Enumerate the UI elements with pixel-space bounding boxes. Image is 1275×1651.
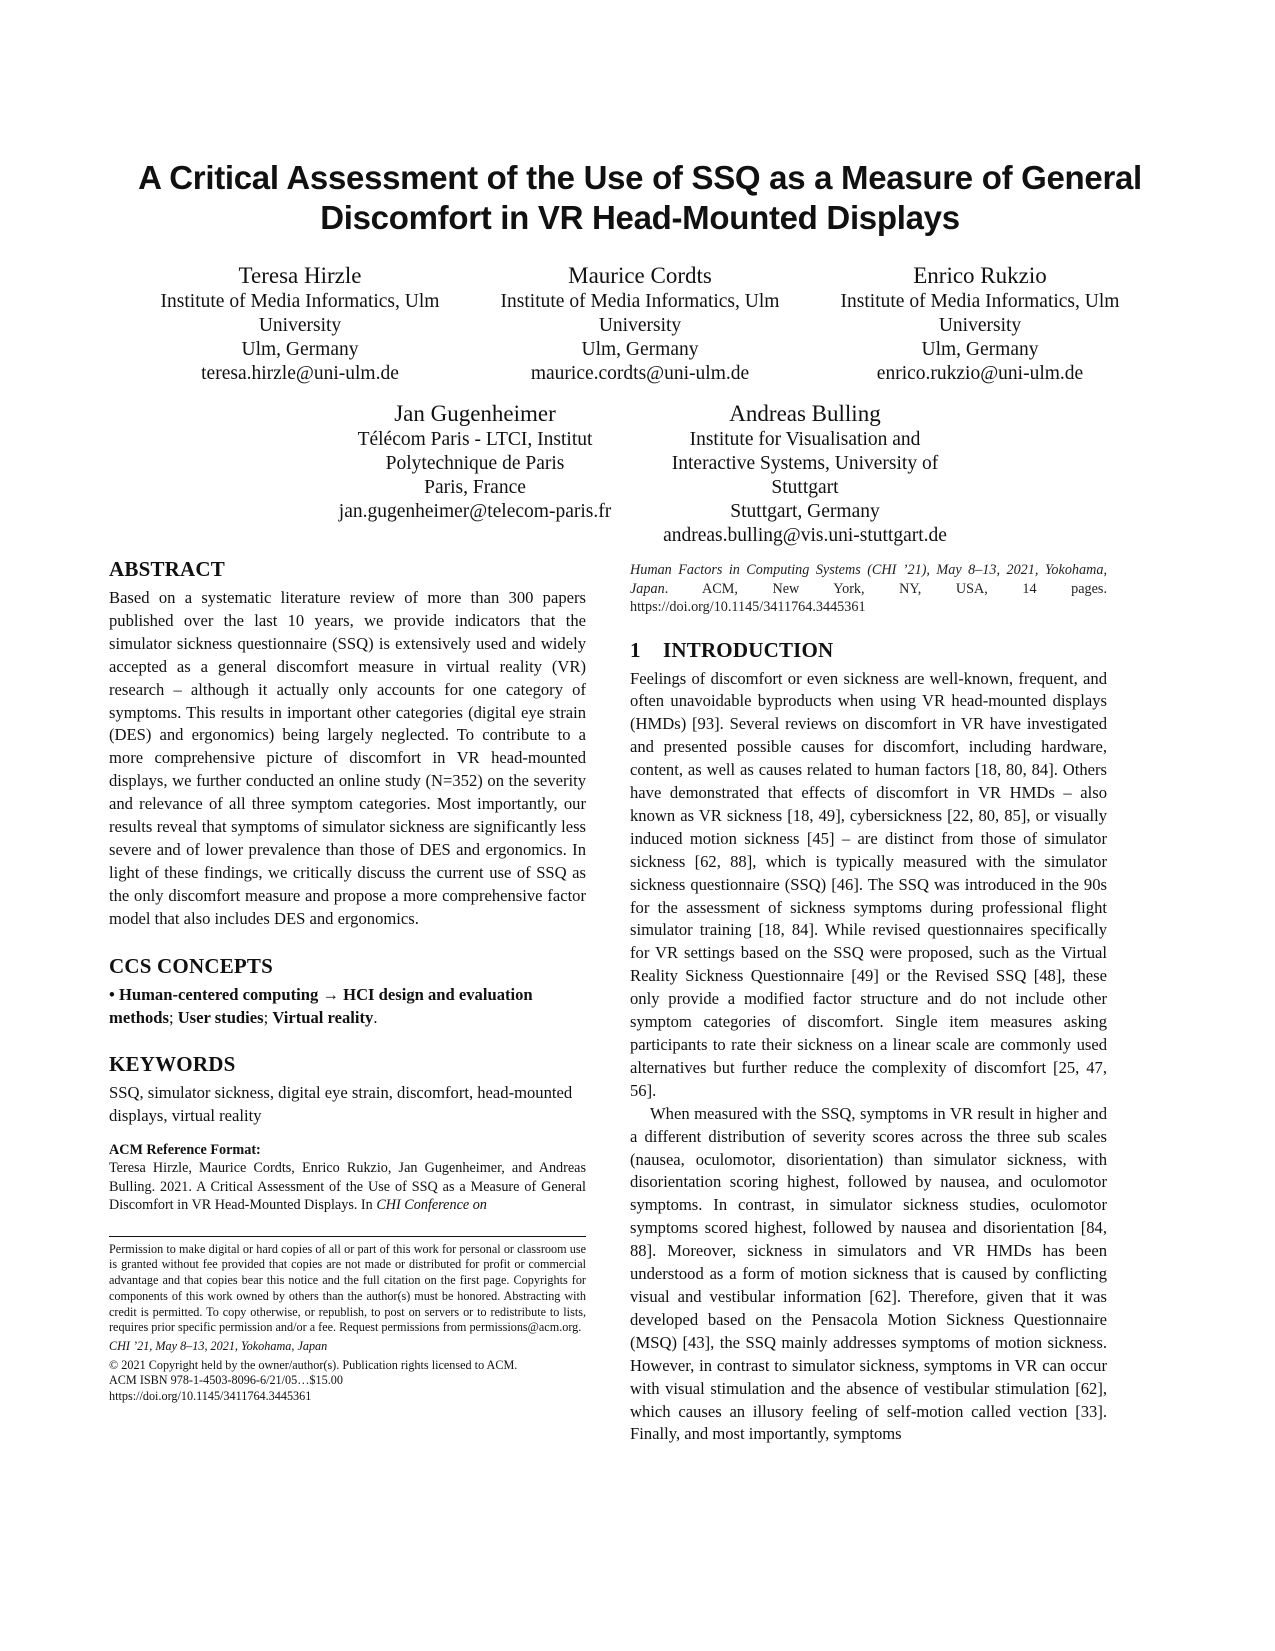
author-location: Ulm, Germany: [921, 339, 1039, 360]
isbn: ACM ISBN 978-1-4503-8096-6/21/05…$15.00: [109, 1373, 343, 1388]
reference-body: Teresa Hirzle, Maurice Cordts, Enrico Rukzio, Jan Gugenheimer, and Andreas Bulling. 2021. A Critical Assessment of the Use of SSQ as a Measure of General Discomfort in VR Head-Mounted Displays. In: [109, 1160, 586, 1214]
author-name: Enrico Rukzio: [913, 263, 1047, 288]
author-block-row-1: [100, 262, 1180, 386]
author-block-row-2: [100, 400, 1180, 548]
reference-venue-continued: Human Factors in Computing Systems (CHI ’21), May 8–13, 2021, Yokohama, Japan: [630, 562, 1107, 597]
author-affiliation: Stuttgart: [771, 477, 839, 498]
abstract-heading: ABSTRACT: [109, 557, 225, 581]
ccs-term: User studies: [177, 1007, 264, 1027]
period: .: [373, 1007, 378, 1027]
author-affiliation: Institute for Visualisation and: [689, 429, 921, 450]
author-jan-gugenheimer: [310, 400, 640, 548]
doi-link[interactable]: https://doi.org/10.1145/3411764.3445361: [109, 1389, 312, 1404]
author-name: Teresa Hirzle: [238, 263, 362, 288]
left-column: [109, 556, 586, 1405]
author-affiliation: Institute of Media Informatics, Ulm: [160, 291, 440, 312]
author-email[interactable]: andreas.bulling@vis.uni-stuttgart.de: [663, 525, 947, 546]
acm-reference-text: [109, 1159, 586, 1215]
paper-title: A Critical Assessment of the Use of SSQ as a Measure of General Discomfort in VR Head-Mounted Displays: [138, 159, 1142, 236]
ccs-term: HCI design and evaluation methods: [109, 984, 533, 1027]
keywords-text: SSQ, simulator sickness, digital eye strain, discomfort, head-mounted displays, virtual reality: [109, 1083, 573, 1126]
acm-reference-heading: ACM Reference Format:: [109, 1142, 261, 1159]
abstract-text: Based on a systematic literature review of more than 300 papers published over the last 10 years, we provide indicators that the simulator sickness questionnaire (SSQ) is extensively used and widely accepted as a general discomfort measure in virtual reality (VR) research – although it actually only accounts for one category of symptoms. This results in important other categories (digital eye strain (DES) and ergonomics) being largely neglected. To contribute to a more comprehensive picture of discomfort in VR head-mounted displays, we further conducted an online study (N=352) on the severity and relevance of all three symptom categories. Most importantly, our results reveal that symptoms of simulator sickness are significantly less severe and of lower prevalence than those of DES and ergonomics. In light of these findings, we critically discuss the current use of SSQ as the only discomfort measure and propose a more comprehensive factor model that also includes DES and ergonomics.: [109, 588, 586, 928]
conference-info: CHI ’21, May 8–13, 2021, Yokohama, Japan: [109, 1338, 328, 1353]
section-title: INTRODUCTION: [663, 637, 834, 662]
author-maurice-cordts: [470, 262, 810, 386]
author-affiliation: Institute of Media Informatics, Ulm: [500, 291, 780, 312]
author-andreas-bulling: [640, 400, 970, 548]
ccs-heading: CCS CONCEPTS: [109, 953, 274, 978]
ccs-term: Human-centered computing: [118, 984, 319, 1004]
author-affiliation: University: [598, 315, 682, 336]
section-number: 1: [630, 637, 641, 662]
ccs-concepts: [109, 984, 586, 1030]
permission-notice: Permission to make digital or hard copies of all or part of this work for personal or classroom use is granted without fee provided that copies are not made or distributed for profit or commercial advantage and that copies bear this notice and the full citation on the first page. Copyrights for components of this work owned by others than the author(s) must be honored. Abstracting with credit is permitted. To copy otherwise, or republish, to post on servers or to redistribute to lists, requires prior specific permission and/or a fee. Request permissions from permissions@acm.org.: [109, 1241, 586, 1335]
author-location: Ulm, Germany: [581, 339, 699, 360]
introduction-paragraph-1: Feelings of discomfort or even sickness are well-known, frequent, and often unavoidable byproducts when using VR head-mounted displays (HMDs) [93]. Several reviews on discomfort in VR have investigated and presented possible causes for discomfort, including hardware, content, as well as causes related to human factors [18, 80, 84]. Others have demonstrated that effects of discomfort in VR HMDs – also known as VR sickness [18, 49], cybersickness [22, 80, 85], or visually induced motion sickness [45] – are distinct from those of simulator sickness [62, 88], which is typically measured with the simulator sickness questionnaire (SSQ) [46]. The SSQ was introduced in the 90s for the assessment of sickness symptoms during professional flight simulator training [18, 84]. While revised questionnaires specifically for VR settings based on the SSQ were proposed, such as the Virtual Reality Sickness Questionnaire [49] or the Revised SSQ [48], these only provide a modified factor structure and do not include other symptom categories of discomfort. Single item measures asking participants to rate their sickness on a linear scale are commonly used alternatives but further reduce the complexity of discomfort [25, 47, 56].: [630, 668, 1107, 1100]
separator: ;: [168, 1007, 178, 1027]
author-teresa-hirzle: [130, 262, 470, 386]
author-email[interactable]: jan.gugenheimer@telecom-paris.fr: [338, 501, 612, 522]
author-name: Maurice Cordts: [568, 263, 712, 288]
footnote-divider: [109, 1236, 586, 1237]
introduction-heading: [630, 637, 1107, 663]
author-affiliation: University: [258, 315, 342, 336]
introduction-paragraph-2: When measured with the SSQ, symptoms in VR result in higher and a different distribution of severity scores across the three sub scales (nausea, oculomotor, disorientation) than simulator sickness, with disorientation scoring highest, followed by nausea, and oculomotor symptoms. In contrast, in simulator sickness studies, oculomotor symptoms scored highest, followed by nausea and disorientation [84, 88]. Moreover, sickness in simulators and VR HMDs has been understood as a form of motion sickness that is caused by conflicting visual and vestibular information [62]. Therefore, given that it was developed based on the Pensacola Motion Sickness Questionnaire (MSQ) [43], the SSQ mainly addresses symptoms of motion sickness. However, in contrast to simulator sickness, symptoms in VR can occur with visual stimulation and the absence of vestibular stimulation [62], which causes an illusory feeling of self-motion called vection [33]. Finally, and most importantly, symptoms: [630, 1103, 1107, 1444]
author-enrico-rukzio: [810, 262, 1150, 386]
bullet: •: [109, 984, 115, 1004]
author-email[interactable]: enrico.rukzio@uni-ulm.de: [876, 363, 1084, 384]
author-name: Andreas Bulling: [729, 401, 881, 426]
author-email[interactable]: maurice.cordts@uni-ulm.de: [530, 363, 750, 384]
separator: ;: [263, 1007, 273, 1027]
reference-publisher: . ACM, New York, NY, USA, 14 pages. https://doi.org/10.1145/3411764.3445361: [630, 580, 1107, 615]
keywords-heading: KEYWORDS: [109, 1052, 236, 1077]
copyright-notice: © 2021 Copyright held by the owner/author(s). Publication rights licensed to ACM.: [109, 1357, 518, 1372]
ccs-term: Virtual reality: [272, 1007, 374, 1027]
author-location: Paris, France: [424, 477, 526, 498]
author-name: Jan Gugenheimer: [394, 401, 556, 426]
author-affiliation: University: [938, 315, 1022, 336]
arrow-icon: →: [322, 984, 339, 1004]
author-affiliation: Télécom Paris - LTCI, Institut: [357, 429, 593, 450]
author-affiliation: Interactive Systems, University of: [671, 453, 939, 474]
reference-venue: CHI Conference on: [376, 1197, 487, 1214]
acm-reference-continued: [630, 561, 1107, 617]
author-email[interactable]: teresa.hirzle@uni-ulm.de: [201, 363, 399, 384]
author-location: Ulm, Germany: [241, 339, 359, 360]
right-column: [630, 561, 1107, 1446]
author-affiliation: Institute of Media Informatics, Ulm: [840, 291, 1120, 312]
author-affiliation: Polytechnique de Paris: [385, 453, 565, 474]
author-location: Stuttgart, Germany: [730, 501, 880, 522]
